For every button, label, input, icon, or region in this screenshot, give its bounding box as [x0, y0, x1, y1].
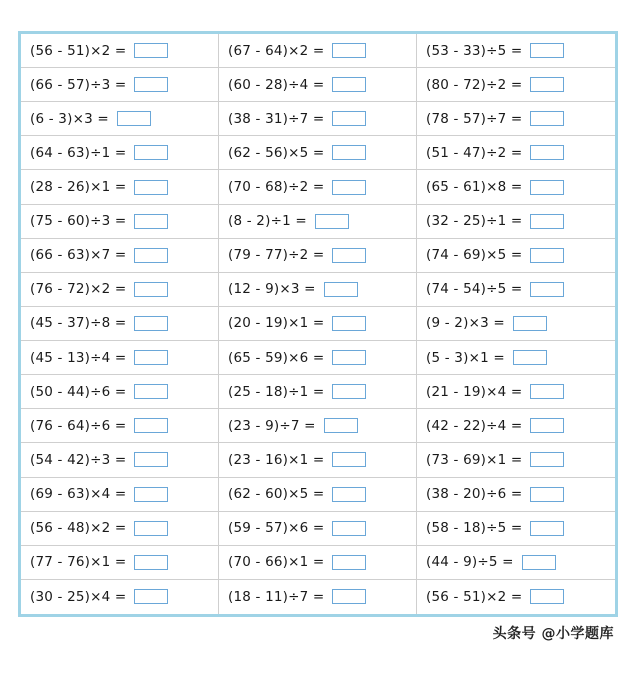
problem-expression: (28 - 26)×1 =	[30, 179, 127, 196]
problem-cell	[417, 239, 615, 273]
answer-box[interactable]	[134, 180, 168, 195]
problem-expression: (65 - 59)×6 =	[228, 349, 325, 366]
problem-cell	[417, 136, 615, 170]
answer-box[interactable]	[134, 316, 168, 331]
answer-box[interactable]	[134, 77, 168, 92]
problem-expression: (74 - 69)×5 =	[426, 247, 523, 264]
problem-expression: (80 - 72)÷2 =	[426, 76, 523, 93]
answer-box[interactable]	[530, 214, 564, 229]
problem-cell	[21, 546, 219, 580]
problem-expression: (8 - 2)÷1 =	[228, 213, 307, 230]
problem-expression: (76 - 64)÷6 =	[30, 417, 127, 434]
problem-expression: (21 - 19)×4 =	[426, 383, 523, 400]
problem-cell	[417, 205, 615, 239]
answer-box[interactable]	[134, 248, 168, 263]
answer-box[interactable]	[134, 282, 168, 297]
answer-box[interactable]	[134, 452, 168, 467]
problem-cell	[417, 273, 615, 307]
answer-box[interactable]	[134, 521, 168, 536]
problem-cell	[417, 170, 615, 204]
problem-expression: (42 - 22)÷4 =	[426, 417, 523, 434]
answer-box[interactable]	[332, 180, 366, 195]
problem-expression: (23 - 9)÷7 =	[228, 417, 316, 434]
problem-expression: (62 - 60)×5 =	[228, 486, 325, 503]
answer-box[interactable]	[315, 214, 349, 229]
problem-cell	[219, 409, 417, 443]
answer-box[interactable]	[324, 282, 358, 297]
problem-expression: (77 - 76)×1 =	[30, 554, 127, 571]
problem-cell	[21, 34, 219, 68]
problem-expression: (60 - 28)÷4 =	[228, 76, 325, 93]
footer-brand: 头条号 @小学题库	[492, 626, 614, 642]
problem-expression: (76 - 72)×2 =	[30, 281, 127, 298]
problem-expression: (38 - 20)÷6 =	[426, 486, 523, 503]
problem-cell	[417, 478, 615, 512]
problem-cell	[219, 205, 417, 239]
problem-cell	[219, 136, 417, 170]
answer-box[interactable]	[332, 384, 366, 399]
answer-box[interactable]	[134, 487, 168, 502]
problem-cell	[417, 443, 615, 477]
answer-box[interactable]	[332, 145, 366, 160]
problem-expression: (75 - 60)÷3 =	[30, 213, 127, 230]
problem-grid	[21, 34, 615, 614]
problem-expression: (50 - 44)÷6 =	[30, 383, 127, 400]
problem-cell	[219, 546, 417, 580]
answer-box[interactable]	[332, 487, 366, 502]
answer-box[interactable]	[530, 111, 564, 126]
answer-box[interactable]	[332, 248, 366, 263]
problem-cell	[21, 512, 219, 546]
problem-cell	[219, 307, 417, 341]
problem-expression: (64 - 63)÷1 =	[30, 144, 127, 161]
problem-expression: (73 - 69)×1 =	[426, 451, 523, 468]
problem-expression: (25 - 18)÷1 =	[228, 383, 325, 400]
answer-box[interactable]	[332, 111, 366, 126]
problem-cell	[417, 512, 615, 546]
problem-cell	[21, 375, 219, 409]
answer-box[interactable]	[134, 555, 168, 570]
problem-cell	[21, 341, 219, 375]
problem-expression: (51 - 47)÷2 =	[426, 144, 523, 161]
problem-cell	[21, 273, 219, 307]
problem-cell	[21, 205, 219, 239]
problem-expression: (12 - 9)×3 =	[228, 281, 316, 298]
answer-box[interactable]	[117, 111, 151, 126]
problem-cell	[219, 443, 417, 477]
answer-box[interactable]	[134, 589, 168, 604]
problem-expression: (44 - 9)÷5 =	[426, 554, 514, 571]
problem-cell	[219, 102, 417, 136]
problem-cell	[417, 102, 615, 136]
problem-expression: (78 - 57)÷7 =	[426, 110, 523, 127]
problem-expression: (56 - 51)×2 =	[30, 42, 127, 59]
answer-box[interactable]	[324, 418, 358, 433]
problem-expression: (58 - 18)÷5 =	[426, 520, 523, 537]
problem-cell	[219, 375, 417, 409]
answer-box[interactable]	[513, 316, 547, 331]
problem-cell	[417, 580, 615, 614]
problem-cell	[219, 478, 417, 512]
problem-cell	[219, 170, 417, 204]
problem-expression: (20 - 19)×1 =	[228, 315, 325, 332]
answer-box[interactable]	[332, 77, 366, 92]
answer-box[interactable]	[134, 418, 168, 433]
answer-box[interactable]	[134, 214, 168, 229]
problem-expression: (70 - 68)÷2 =	[228, 179, 325, 196]
answer-box[interactable]	[134, 43, 168, 58]
problem-cell	[21, 68, 219, 102]
problem-expression: (56 - 48)×2 =	[30, 520, 127, 537]
problem-expression: (59 - 57)×6 =	[228, 520, 325, 537]
problem-cell	[21, 478, 219, 512]
problem-cell	[417, 307, 615, 341]
problem-cell	[417, 68, 615, 102]
answer-box[interactable]	[332, 452, 366, 467]
answer-box[interactable]	[530, 589, 564, 604]
problem-cell	[21, 580, 219, 614]
problem-cell	[21, 443, 219, 477]
answer-box[interactable]	[530, 452, 564, 467]
problem-expression: (69 - 63)×4 =	[30, 486, 127, 503]
problem-cell	[417, 34, 615, 68]
answer-box[interactable]	[530, 43, 564, 58]
problem-expression: (66 - 63)×7 =	[30, 247, 127, 264]
problem-cell	[219, 580, 417, 614]
answer-box[interactable]	[530, 248, 564, 263]
problem-cell	[219, 341, 417, 375]
problem-cell	[219, 68, 417, 102]
answer-box[interactable]	[530, 521, 564, 536]
answer-box[interactable]	[332, 350, 366, 365]
answer-box[interactable]	[530, 180, 564, 195]
problem-cell	[417, 375, 615, 409]
problem-cell	[21, 136, 219, 170]
answer-box[interactable]	[134, 350, 168, 365]
problem-expression: (9 - 2)×3 =	[426, 315, 505, 332]
problem-expression: (30 - 25)×4 =	[30, 588, 127, 605]
problem-cell	[219, 239, 417, 273]
problem-expression: (45 - 37)÷8 =	[30, 315, 127, 332]
problem-expression: (56 - 51)×2 =	[426, 588, 523, 605]
answer-box[interactable]	[530, 282, 564, 297]
answer-box[interactable]	[332, 316, 366, 331]
problem-expression: (23 - 16)×1 =	[228, 451, 325, 468]
problem-expression: (53 - 33)÷5 =	[426, 42, 523, 59]
answer-box[interactable]	[530, 145, 564, 160]
problem-expression: (67 - 64)×2 =	[228, 42, 325, 59]
answer-box[interactable]	[134, 145, 168, 160]
problem-expression: (54 - 42)÷3 =	[30, 451, 127, 468]
problem-cell	[21, 170, 219, 204]
problem-cell	[21, 239, 219, 273]
problem-expression: (6 - 3)×3 =	[30, 110, 109, 127]
answer-box[interactable]	[332, 521, 366, 536]
problem-expression: (66 - 57)÷3 =	[30, 76, 127, 93]
answer-box[interactable]	[530, 77, 564, 92]
answer-box[interactable]	[332, 589, 366, 604]
problem-expression: (18 - 11)÷7 =	[228, 588, 325, 605]
answer-box[interactable]	[530, 384, 564, 399]
problem-cell	[417, 409, 615, 443]
answer-box[interactable]	[530, 418, 564, 433]
problem-cell	[21, 409, 219, 443]
problem-cell	[219, 273, 417, 307]
answer-box[interactable]	[513, 350, 547, 365]
problem-expression: (5 - 3)×1 =	[426, 349, 505, 366]
problem-expression: (74 - 54)÷5 =	[426, 281, 523, 298]
problem-expression: (65 - 61)×8 =	[426, 179, 523, 196]
answer-box[interactable]	[522, 555, 556, 570]
problem-expression: (79 - 77)÷2 =	[228, 247, 325, 264]
answer-box[interactable]	[332, 555, 366, 570]
problem-cell	[21, 307, 219, 341]
problem-expression: (38 - 31)÷7 =	[228, 110, 325, 127]
problem-cell	[417, 546, 615, 580]
problem-cell	[417, 341, 615, 375]
problem-expression: (45 - 13)÷4 =	[30, 349, 127, 366]
problem-expression: (62 - 56)×5 =	[228, 144, 325, 161]
problem-expression: (32 - 25)÷1 =	[426, 213, 523, 230]
answer-box[interactable]	[134, 384, 168, 399]
problem-cell	[219, 34, 417, 68]
problem-cell	[21, 102, 219, 136]
problem-cell	[219, 512, 417, 546]
answer-box[interactable]	[332, 43, 366, 58]
worksheet-frame	[18, 31, 618, 617]
problem-expression: (70 - 66)×1 =	[228, 554, 325, 571]
answer-box[interactable]	[530, 487, 564, 502]
